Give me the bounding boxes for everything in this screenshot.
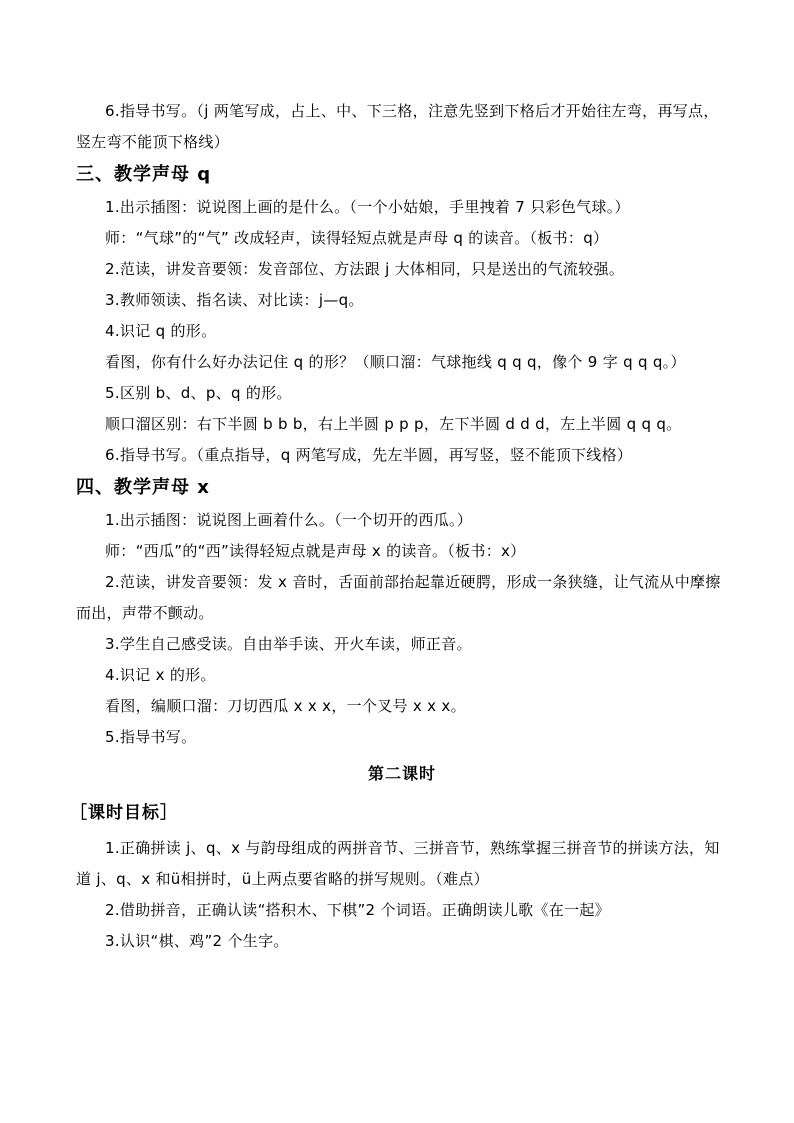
paragraph-q-teacher: 师：“气球”的“气” 改成轻声，读得轻短点就是声母 q 的读音。（板书：q） <box>105 229 609 247</box>
paragraph-q-2: 2.范读，讲发音要领：发音部位、方法跟 j 大体相同，只是送出的气流较强。 <box>105 260 625 278</box>
goal-2: 2.借助拼音，正确认读“搭积木、下棋”2 个词语。正确朗读儿歌《在一起》 <box>105 901 610 919</box>
paragraph-q-6: 6.指导书写。（重点指导，q 两笔写成，先左半圆，再写竖，竖不能顶下线格） <box>105 446 633 464</box>
lesson-goals-heading: ［课时目标］ <box>70 803 178 823</box>
paragraph-x-5: 5.指导书写。 <box>105 728 197 746</box>
paragraph-q-3: 3.教师领读、指名读、对比读：j—q。 <box>105 291 364 309</box>
lesson-two-title: 第二课时 <box>367 764 436 783</box>
paragraph-x-teacher: 师：“西瓜”的“西”读得轻短点就是声母 x 的读音。（板书：x） <box>105 542 526 560</box>
heading-teach-x: 四、教学声母 x <box>76 477 210 498</box>
paragraph-x-look: 看图，编顺口溜：刀切西瓜 x x x，一个叉号 x x x。 <box>105 697 466 715</box>
paragraph-x-4: 4.识记 x 的形。 <box>105 666 216 684</box>
document-page <box>70 96 728 957</box>
paragraph-q-rhyme: 顺口溜区别：右下半圆 b b b，右上半圆 p p p，左下半圆 d d d，左上半圆 q q q。 <box>105 415 682 433</box>
paragraph-q-1: 1.出示插图：说说图上画的是什么。（一个小姑娘，手里拽着 7 只彩色气球。） <box>105 198 630 216</box>
paragraph-q-5: 5.区别 b、d、p、q 的形。 <box>105 384 292 402</box>
paragraph-write-j: 6.指导书写。（j 两笔写成，占上、中、下三格，注意先竖到下格后才开始往左弯，再写点，竖左弯不能顶下格线） <box>76 102 719 151</box>
paragraph-x-2: 2.范读，讲发音要领：发 x 音时，舌面前部抬起靠近硬腭，形成一条狭缝，让气流从中摩擦而出，声带不颤动。 <box>76 573 721 622</box>
paragraph-q-4: 4.识记 q 的形。 <box>105 322 217 340</box>
paragraph-x-1: 1.出示插图：说说图上画着什么。（一个切开的西瓜。） <box>105 511 473 529</box>
paragraph-x-3: 3.学生自己感受读。自由举手读、开火车读，师正音。 <box>105 635 472 653</box>
paragraph-q-look: 看图，你有什么好办法记住 q 的形？（顺口溜：气球拖线 q q q，像个 9 字 q q q。） <box>105 353 686 371</box>
goal-3: 3.认识“棋、鸡”2 个生字。 <box>105 932 289 950</box>
heading-teach-q: 三、教学声母 q <box>76 164 212 185</box>
goal-1: 1.正确拼读 j、q、x 与韵母组成的两拼音节、三拼音节，熟练掌握三拼音节的拼读方法，知道 j、q、x 和ü相拼时，ü上两点要省略的拼写规则。（难点） <box>76 839 720 888</box>
